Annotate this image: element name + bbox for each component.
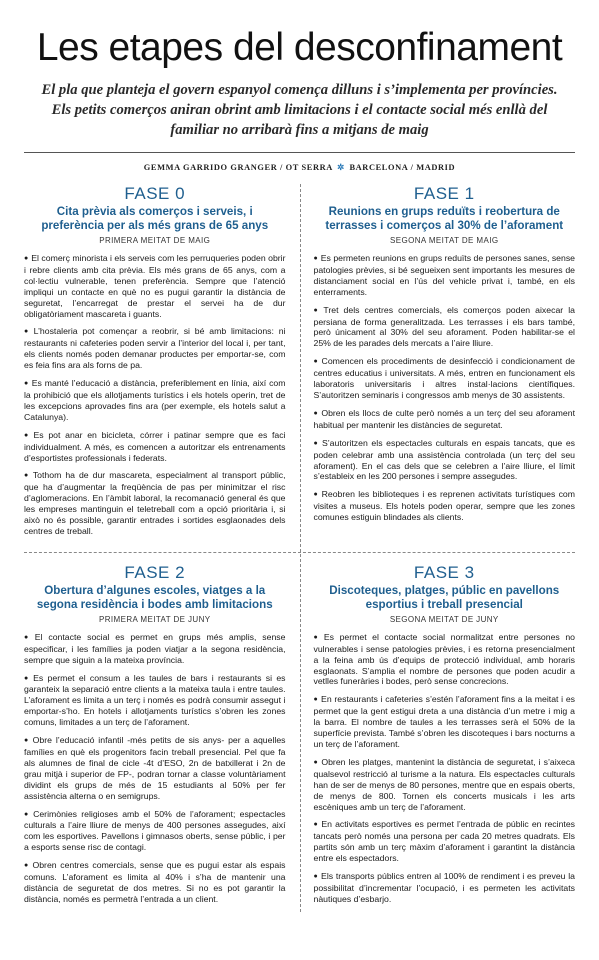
list-item <box>314 871 576 905</box>
bullet-icon: ● <box>24 862 30 870</box>
list-item-text: Obre l’educació infantil -més petits de sis anys- per a aquelles famílies en què els progenitors facin treball presencial. Pel que fa als alumnes de final de cicle -4t d’ESO, 2n de batxillerat i 2n de grau mitjà i superior de FP-, podran tornar a classe voluntàriament dividint els grups de més de 15 estudiants al 50% per fer assistència alterna o en semigrups. <box>24 735 286 801</box>
list-item-text: L’hostaleria pot començar a reobrir, si bé amb limitacions: ni restaurants ni cafeteries poden servir a l’interior del local i, per tant, els clients només poden demanar productes per emportar-se, com es feia fins ara als forns de pa. <box>24 326 286 371</box>
list-item-text: Es manté l’educació a distància, preferiblement en línia, així com la prohibició que els allotjaments turístics i els hotels operin, tret de les excepcions aprovades fins ara (per exemple, els hotels salut a Catalunya). <box>24 378 286 422</box>
subtitle: El pla que planteja el govern espanyol comença dilluns i s’implementa per províncies. Els petits comerços aniran obrint amb limitacions i el contacte social més enllà del familiar no arribarà fins a mitjans de maig <box>41 82 558 138</box>
list-item-text: Obren centres comercials, sense que es pugui estar als espais comuns. L’aforament es limita al 40% i s’ha de mantenir una distància de seguretat de dos metres. Si no es pot garantir la distància, només es permetrà l’entrada a un client. <box>24 860 286 904</box>
phases-grid <box>24 184 575 912</box>
list-item <box>314 408 576 431</box>
phase-period: SEGONA MEITAT DE JUNY <box>389 614 499 624</box>
phase-item-list <box>24 632 286 905</box>
list-item-text: Es permet el consum a les taules de bars i restaurants si es garanteix la separació entre clients a la mateixa taula i entre taules. L’aforament es limita a un terç i només es podrà consumir assegut i emportar-s’ho. En hotels i allotjaments turístics s’obren les zones comuns, limitades a un terç de l’aforament. <box>24 672 286 728</box>
list-item <box>24 632 286 666</box>
phase-title: FASE 2 <box>124 562 186 582</box>
list-item-text: Es permeten reunions en grups reduïts de persones sanes, sense patologies prèvies, si bé segueixen sent importants les mesures de distanciament social en l’ús del vehicle privat i, també, en els enterraments. <box>313 253 575 297</box>
byline-places: BARCELONA / MADRID <box>349 163 456 172</box>
header-rule <box>24 152 575 153</box>
list-item-text: Comencen els procediments de desinfecció i condicionament de centres educatius i universitats. A més, entren en funcionament els laboratoris universitaris i altres instal·lacions científiques. S’autoritzen seminaris i congressos amb menys de 30 assistents. <box>313 356 575 400</box>
phase-period: PRIMERA MEITAT DE MAIG <box>99 236 211 245</box>
bullet-icon: ● <box>313 821 319 829</box>
phase-subtitle: Obertura d’algunes escoles, viatges a la segona residència i bodes amb limitacions <box>36 583 273 611</box>
phase-section-2 <box>24 563 300 912</box>
bullet-icon: ● <box>24 431 31 439</box>
list-item-text: El comerç minorista i els serveis com les perruqueries poden obrir i rebre clients amb cita prèvia. Els més grans de 65 anys, com a col·lectiu vulnerable, tenen preferència. Sempre que l’atenció impliqui un contacte en què no es pugui garantir la distància de seguretat, l’encarregat de prestar el servei ha de dur obligatòriament mascareta i guants. <box>24 253 286 319</box>
list-item-text: Es pot anar en bicicleta, córrer i patinar sempre que es faci individualment. A més, es comencen a autoritzar els entrenaments d’esportistes professionals i federats. <box>24 429 286 463</box>
phase-subtitle: Cita prèvia als comerços i serveis, i preferència per als més grans de 65 anys <box>41 205 269 232</box>
phase-subtitle: Discoteques, platges, públic en pavellons esportius i treball presencial <box>329 583 560 611</box>
list-item-text: Cerimònies religioses amb el 50% de l’aforament; espectacles culturals a l’aire lliure de menys de 400 persones assegudes, així com les esportives. Pavellons i gimnasos oberts, sense públic, i per a esports sense risc de contagi. <box>24 808 286 853</box>
list-item-text: S’autoritzen els espectacles culturals en espais tancats, que es poden celebrar amb una assistència controlada (un terç del seu aforament). En el cas dels que se celebren a l’aire lliure, el límit s’estableix en les 200 persones i sempre assegudes. <box>313 437 575 482</box>
phase-section-0 <box>24 184 300 544</box>
list-item <box>314 305 576 350</box>
bullet-icon: ● <box>313 409 319 417</box>
bullet-icon: ● <box>24 737 30 745</box>
bullet-icon: ● <box>313 758 319 766</box>
bullet-icon: ● <box>313 358 319 366</box>
headline: Les etapes del desconfinament <box>36 26 563 69</box>
list-item-text: Tothom ha de dur mascareta, especialment al transport públic, que ha d’augmentar la freqüència de pas per minimitzar el risc d’aglomeracions. En l’àmbit laboral, la recomanació general és que les empreses mantinguin el teletreball com a opció prioritària i, si això no és possible, garantir entrades i sortides esglaonades dels centres de treball. <box>24 470 286 536</box>
phase-item-list <box>24 253 286 537</box>
phase-item-list <box>314 253 576 523</box>
list-item <box>314 356 576 401</box>
list-item <box>24 378 286 423</box>
list-item-text: Obren els llocs de culte però només a un terç del seu aforament habitual per mantenir les distàncies de seguretat. <box>313 407 575 430</box>
byline-authors: GEMMA GARRIDO GRANGER / OT SERRA <box>143 163 333 172</box>
list-item <box>314 819 576 864</box>
list-item <box>24 860 286 905</box>
list-item-text: Els transports públics entren al 100% de rendiment i es preveu la possibilitat d’incrementar l’ocupació, i es permeten les activitats nàutiques d’esbarjo. <box>313 871 575 904</box>
phase-title: FASE 1 <box>413 184 475 203</box>
phase-title: FASE 3 <box>413 562 475 582</box>
bullet-icon: ● <box>24 472 30 480</box>
byline-star-icon: ✲ <box>337 163 345 172</box>
list-item <box>314 757 576 813</box>
phase-period: PRIMERA MEITAT DE JUNY <box>99 614 211 624</box>
bullet-icon: ● <box>313 439 319 447</box>
list-item <box>314 489 576 523</box>
bullet-icon: ● <box>24 810 31 818</box>
list-item-text: Tret dels centres comercials, els comerços poden aixecar la persiana de forma generalitzada. Les terrasses i els bars també, però únicament al 30% del seu aforament. Poden habilitar-se el 25% de les parades dels mercats a l’aire lliure. <box>313 304 575 349</box>
bullet-icon: ● <box>313 633 321 641</box>
list-item <box>24 673 286 729</box>
phase-period: SEGONA MEITAT DE MAIG <box>390 236 499 245</box>
bullet-icon: ● <box>313 696 319 704</box>
bullet-icon: ● <box>313 255 318 262</box>
list-item <box>24 735 286 801</box>
list-item <box>314 632 576 688</box>
list-item-text: Reobren les biblioteques i es reprenen activitats turístiques com visites a museus. Els hotels poden operar, sempre que les zones comunes estiguin blindades als clients. <box>313 489 575 523</box>
byline <box>24 162 575 172</box>
list-item <box>24 253 286 319</box>
phase-title: FASE 0 <box>124 184 186 203</box>
list-item <box>314 438 576 483</box>
list-item <box>24 430 286 464</box>
bullet-icon: ● <box>24 328 31 336</box>
list-item-text: En activitats esportives es permet l’entrada de públic en recintes tancats però només una persona per cada 20 metres quadrats. Els partits són amb un terç màxim d’aforament i garantint la distància entre els espectadors. <box>313 819 575 864</box>
list-item-text: En restaurants i cafeteries s’estén l’aforament fins a la meitat i es permet que la gent estigui dreta a una distància d’un metre i mig a la barra. El nombre de taules a les terrasses serà el 50% de la superfície prevista. També s’obren les discoteques i bars nocturns a un terç de l’aforament. <box>313 694 576 749</box>
vertical-divider <box>300 184 301 912</box>
bullet-icon: ● <box>313 306 321 314</box>
list-item-text: Obren les platges, mantenint la distància de seguretat, i s’aixeca qualsevol restricció al turisme a la natura. Els espectacles culturals han de ser de menys de 80 persones, mentre que en espais oberts, de menys de 800. Tornen els concerts musicals i les arts escèniques amb un terç de l’aforament. <box>313 756 576 812</box>
list-item <box>24 326 286 371</box>
bullet-icon: ● <box>313 491 319 499</box>
list-item-text: El contacte social es permet en grups més amplis, sense especificar, i les famílies ja poden viatjar a la segona residència, sempre que siguin a la mateixa província. <box>24 631 286 665</box>
list-item-text: Es permet el contacte social normalitzat entre persones no vulnerables i sense patologies prèvies, i es retorna presencialment a la feina amb ús d’equips de protecció individual, amb horaris esglaonats. S’amplia el nombre de persones que poden acudir a vetlles funeràries i bodes, però sense concrecions. <box>313 631 575 687</box>
list-item <box>314 253 576 298</box>
bullet-icon: ● <box>24 674 31 682</box>
phase-subtitle: Reunions en grups reduïts i reobertura de terrasses i comerços al 30% de l’aforament <box>325 205 564 232</box>
bullet-icon: ● <box>313 873 319 881</box>
list-item <box>24 470 286 536</box>
bullet-icon: ● <box>24 633 32 641</box>
bullet-icon: ● <box>24 380 29 388</box>
bullet-icon: ● <box>24 255 29 262</box>
phase-item-list <box>314 632 576 905</box>
phase-section-1 <box>300 184 576 544</box>
list-item <box>24 809 286 854</box>
phase-section-3 <box>300 563 576 912</box>
list-item <box>314 694 576 750</box>
